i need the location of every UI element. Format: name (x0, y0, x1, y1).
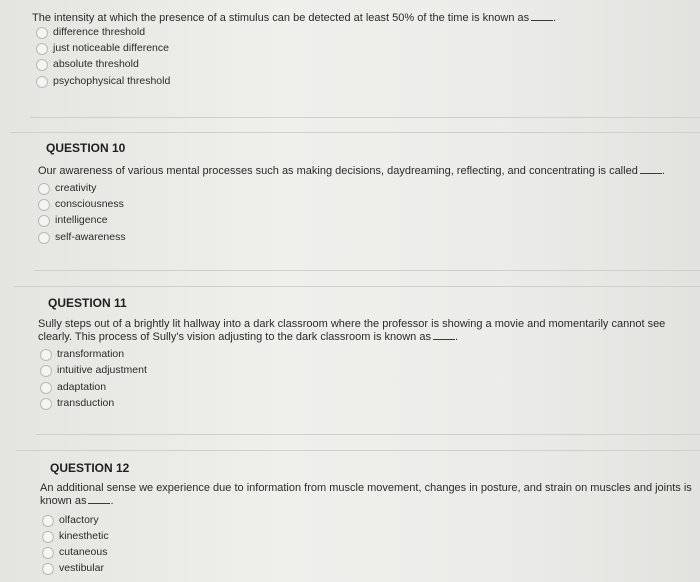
option-label: intelligence (55, 214, 108, 226)
q10-option-1[interactable] (38, 182, 96, 195)
divider (34, 270, 700, 271)
q10-option-3[interactable] (38, 214, 108, 227)
radio-button[interactable] (38, 215, 50, 227)
radio-button[interactable] (36, 43, 48, 55)
q9-option-4[interactable] (36, 75, 170, 88)
radio-button[interactable] (40, 398, 52, 410)
option-label: difference threshold (53, 26, 146, 38)
option-label: kinesthetic (59, 530, 109, 542)
radio-button[interactable] (38, 183, 50, 195)
divider (30, 117, 700, 118)
question-12-title: QUESTION 12 (50, 461, 130, 475)
divider (36, 434, 700, 435)
question-9-text: The intensity at which the presence of a stimulus can be detected at least 50% of the time is known as . (32, 12, 557, 24)
question-12-text-line1: An additional sense we experience due to information from muscle movement, changes in posture, and strain on muscles and joints is (40, 482, 692, 494)
q10-option-4[interactable] (38, 231, 126, 244)
option-label: self-awareness (55, 231, 126, 243)
q11-option-1[interactable] (40, 348, 124, 361)
q9-option-2[interactable] (36, 42, 169, 55)
q12-option-2[interactable] (42, 530, 109, 543)
radio-button[interactable] (42, 547, 54, 559)
q11-option-2[interactable] (40, 364, 147, 377)
q12-option-4[interactable] (42, 562, 104, 575)
radio-button[interactable] (40, 382, 52, 394)
radio-button[interactable] (38, 199, 50, 211)
question-10-prompt: Our awareness of various mental processes such as making decisions, daydreaming, reflecting, and concentrating is called (38, 165, 638, 177)
option-label: just noticeable difference (53, 42, 169, 54)
option-label: psychophysical threshold (53, 75, 171, 87)
q9-option-1[interactable] (36, 26, 145, 39)
q11-option-4[interactable] (40, 397, 114, 410)
option-label: cutaneous (59, 546, 108, 558)
option-label: vestibular (59, 562, 104, 574)
radio-button[interactable] (36, 76, 48, 88)
option-label: intuitive adjustment (57, 364, 147, 376)
question-11-title: QUESTION 11 (48, 296, 127, 310)
divider (14, 286, 700, 287)
question-11-prompt: clearly. This process of Sully's vision adjusting to the dark classroom is known as (38, 331, 431, 343)
option-label: creativity (55, 182, 97, 194)
radio-button[interactable] (36, 59, 48, 71)
radio-button[interactable] (38, 232, 50, 244)
answer-blank (433, 339, 455, 340)
q10-option-2[interactable] (38, 198, 124, 211)
question-9-prompt: The intensity at which the presence of a stimulus can be detected at least 50% of the time is known as (32, 12, 530, 24)
divider (10, 132, 700, 133)
q11-option-3[interactable] (40, 381, 106, 394)
option-label: transduction (57, 397, 115, 409)
option-label: adaptation (57, 381, 107, 393)
question-11-text-line1: Sully steps out of a brightly lit hallway into a dark classroom where the professor is showing a movie and momentarily cannot see (38, 318, 666, 330)
option-label: absolute threshold (53, 58, 139, 70)
radio-button[interactable] (42, 563, 54, 575)
answer-blank (640, 173, 662, 174)
question-10-title: QUESTION 10 (46, 141, 126, 155)
radio-button[interactable] (42, 515, 54, 527)
q12-option-3[interactable] (42, 546, 107, 559)
radio-button[interactable] (42, 531, 54, 543)
answer-blank (531, 20, 553, 21)
radio-button[interactable] (40, 365, 52, 377)
q9-option-3[interactable] (36, 58, 139, 71)
radio-button[interactable] (36, 27, 48, 39)
option-label: consciousness (55, 198, 124, 210)
question-12-text-line2: known as . (40, 495, 114, 507)
divider (16, 450, 700, 451)
question-10-text: Our awareness of various mental processes such as making decisions, daydreaming, reflecting, and concentrating is called . (38, 165, 665, 177)
radio-button[interactable] (40, 349, 52, 361)
answer-blank (88, 503, 110, 504)
question-11-text-line2: clearly. This process of Sully's vision adjusting to the dark classroom is known as . (38, 331, 459, 343)
q12-option-1[interactable] (42, 514, 99, 527)
option-label: transformation (57, 348, 125, 360)
option-label: olfactory (59, 514, 99, 526)
question-12-prompt: known as (40, 495, 87, 507)
